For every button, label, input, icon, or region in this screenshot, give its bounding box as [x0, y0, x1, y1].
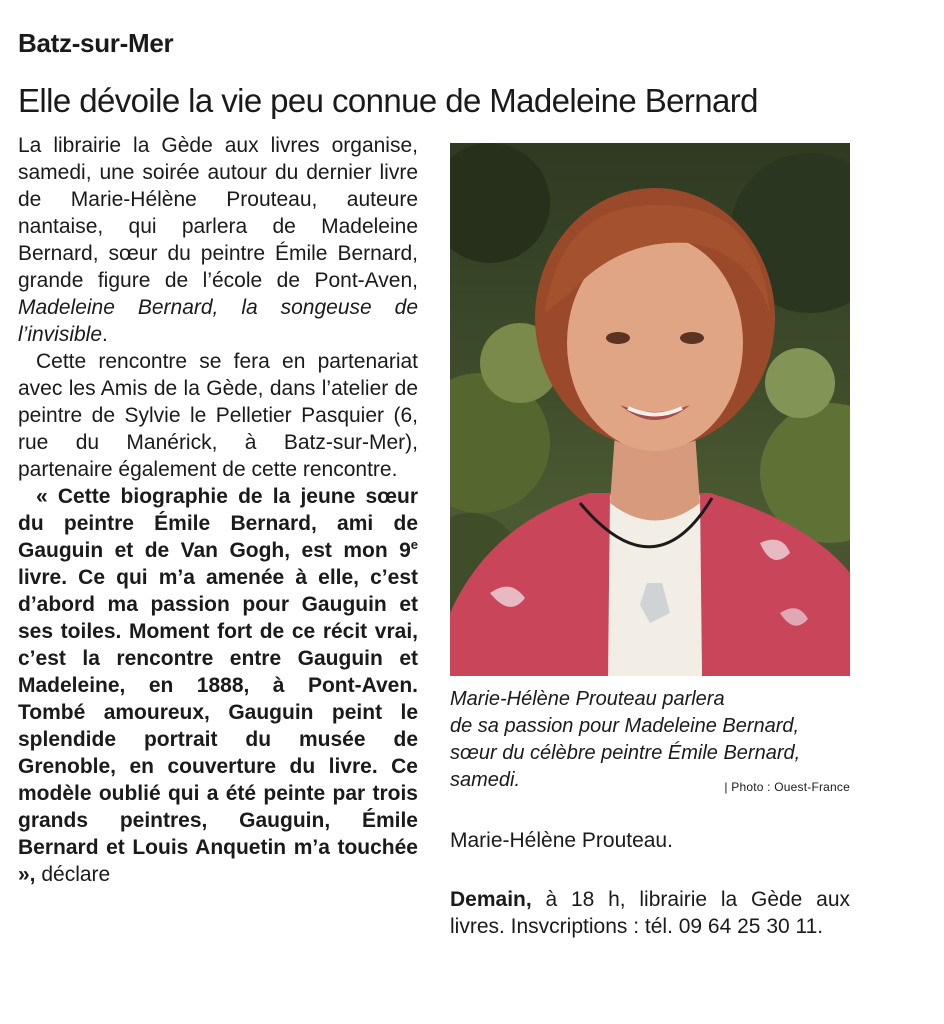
quote-superscript: e: [410, 537, 418, 552]
photo-credit: | Photo : Ouest-France: [724, 780, 850, 794]
quote-attribution: déclare: [35, 863, 111, 886]
quote-part-2: livre. Ce qui m’a amenée à elle, c’est d’abord ma passion pour Gauguin et ses toiles. Moment fort de ce récit vrai, c’est la rencontre entre Gauguin et Madeleine, en 1888, à Pont-Aven. Tombé amoureux, Gauguin peint le splendide portrait du musée de Grenoble, en couverture du livre. Ce modèle oublié qui a été peinte par trois grands peintres, Gauguin, Émile Bernard et Louis Anquetin m’a touchée »,: [18, 566, 418, 886]
intro-end: .: [102, 323, 108, 346]
event-when-label: Demain,: [450, 888, 532, 911]
photo-caption: [450, 686, 850, 794]
author-name: Marie-Hélène Prouteau.: [450, 829, 673, 852]
caption-line: de sa passion pour Madeleine Bernard,: [450, 715, 800, 737]
event-info: [450, 886, 850, 940]
paragraph-partnership: Cette rencontre se fera en partenariat avec les Amis de la Gède, dans l’atelier de peintre de Sylvie le Pelletier Pasquier (6, rue du Manérick, à Batz-sur-Mer), partenaire également de cette rencontre.: [18, 350, 418, 481]
article-body: [18, 132, 418, 888]
paragraph-quote: [18, 483, 418, 888]
caption-line: sœur du célèbre peintre Émile Bernard,: [450, 742, 801, 764]
locality-heading: Batz-sur-Mer: [18, 28, 174, 58]
quote-part-1: « Cette biographie de la jeune sœur du peintre Émile Bernard, ami de Gauguin et de Van Gogh, est mon 9: [18, 485, 418, 562]
portrait-photo: [450, 143, 850, 676]
event-details: à 18 h, librairie la Gède aux livres. Insvcriptions : tél. 09 64 25 30 11.: [450, 888, 850, 938]
book-title: Madeleine Bernard, la songeuse de l’invisible: [18, 296, 418, 346]
portrait-illustration: [450, 143, 850, 676]
caption-line: samedi.: [450, 769, 521, 791]
paragraph-intro: [18, 132, 418, 348]
caption-line: Marie-Hélène Prouteau parlera: [450, 688, 725, 710]
article-headline: Elle dévoile la vie peu connue de Madeleine Bernard: [18, 82, 758, 119]
intro-text: La librairie la Gède aux livres organise, samedi, une soirée autour du dernier livre de Marie-Hélène Prouteau, auteure nantaise, qui parlera de Madeleine Bernard, sœur du peintre Émile Bernard, grande figure de l’école de Pont-Aven,: [18, 134, 418, 292]
